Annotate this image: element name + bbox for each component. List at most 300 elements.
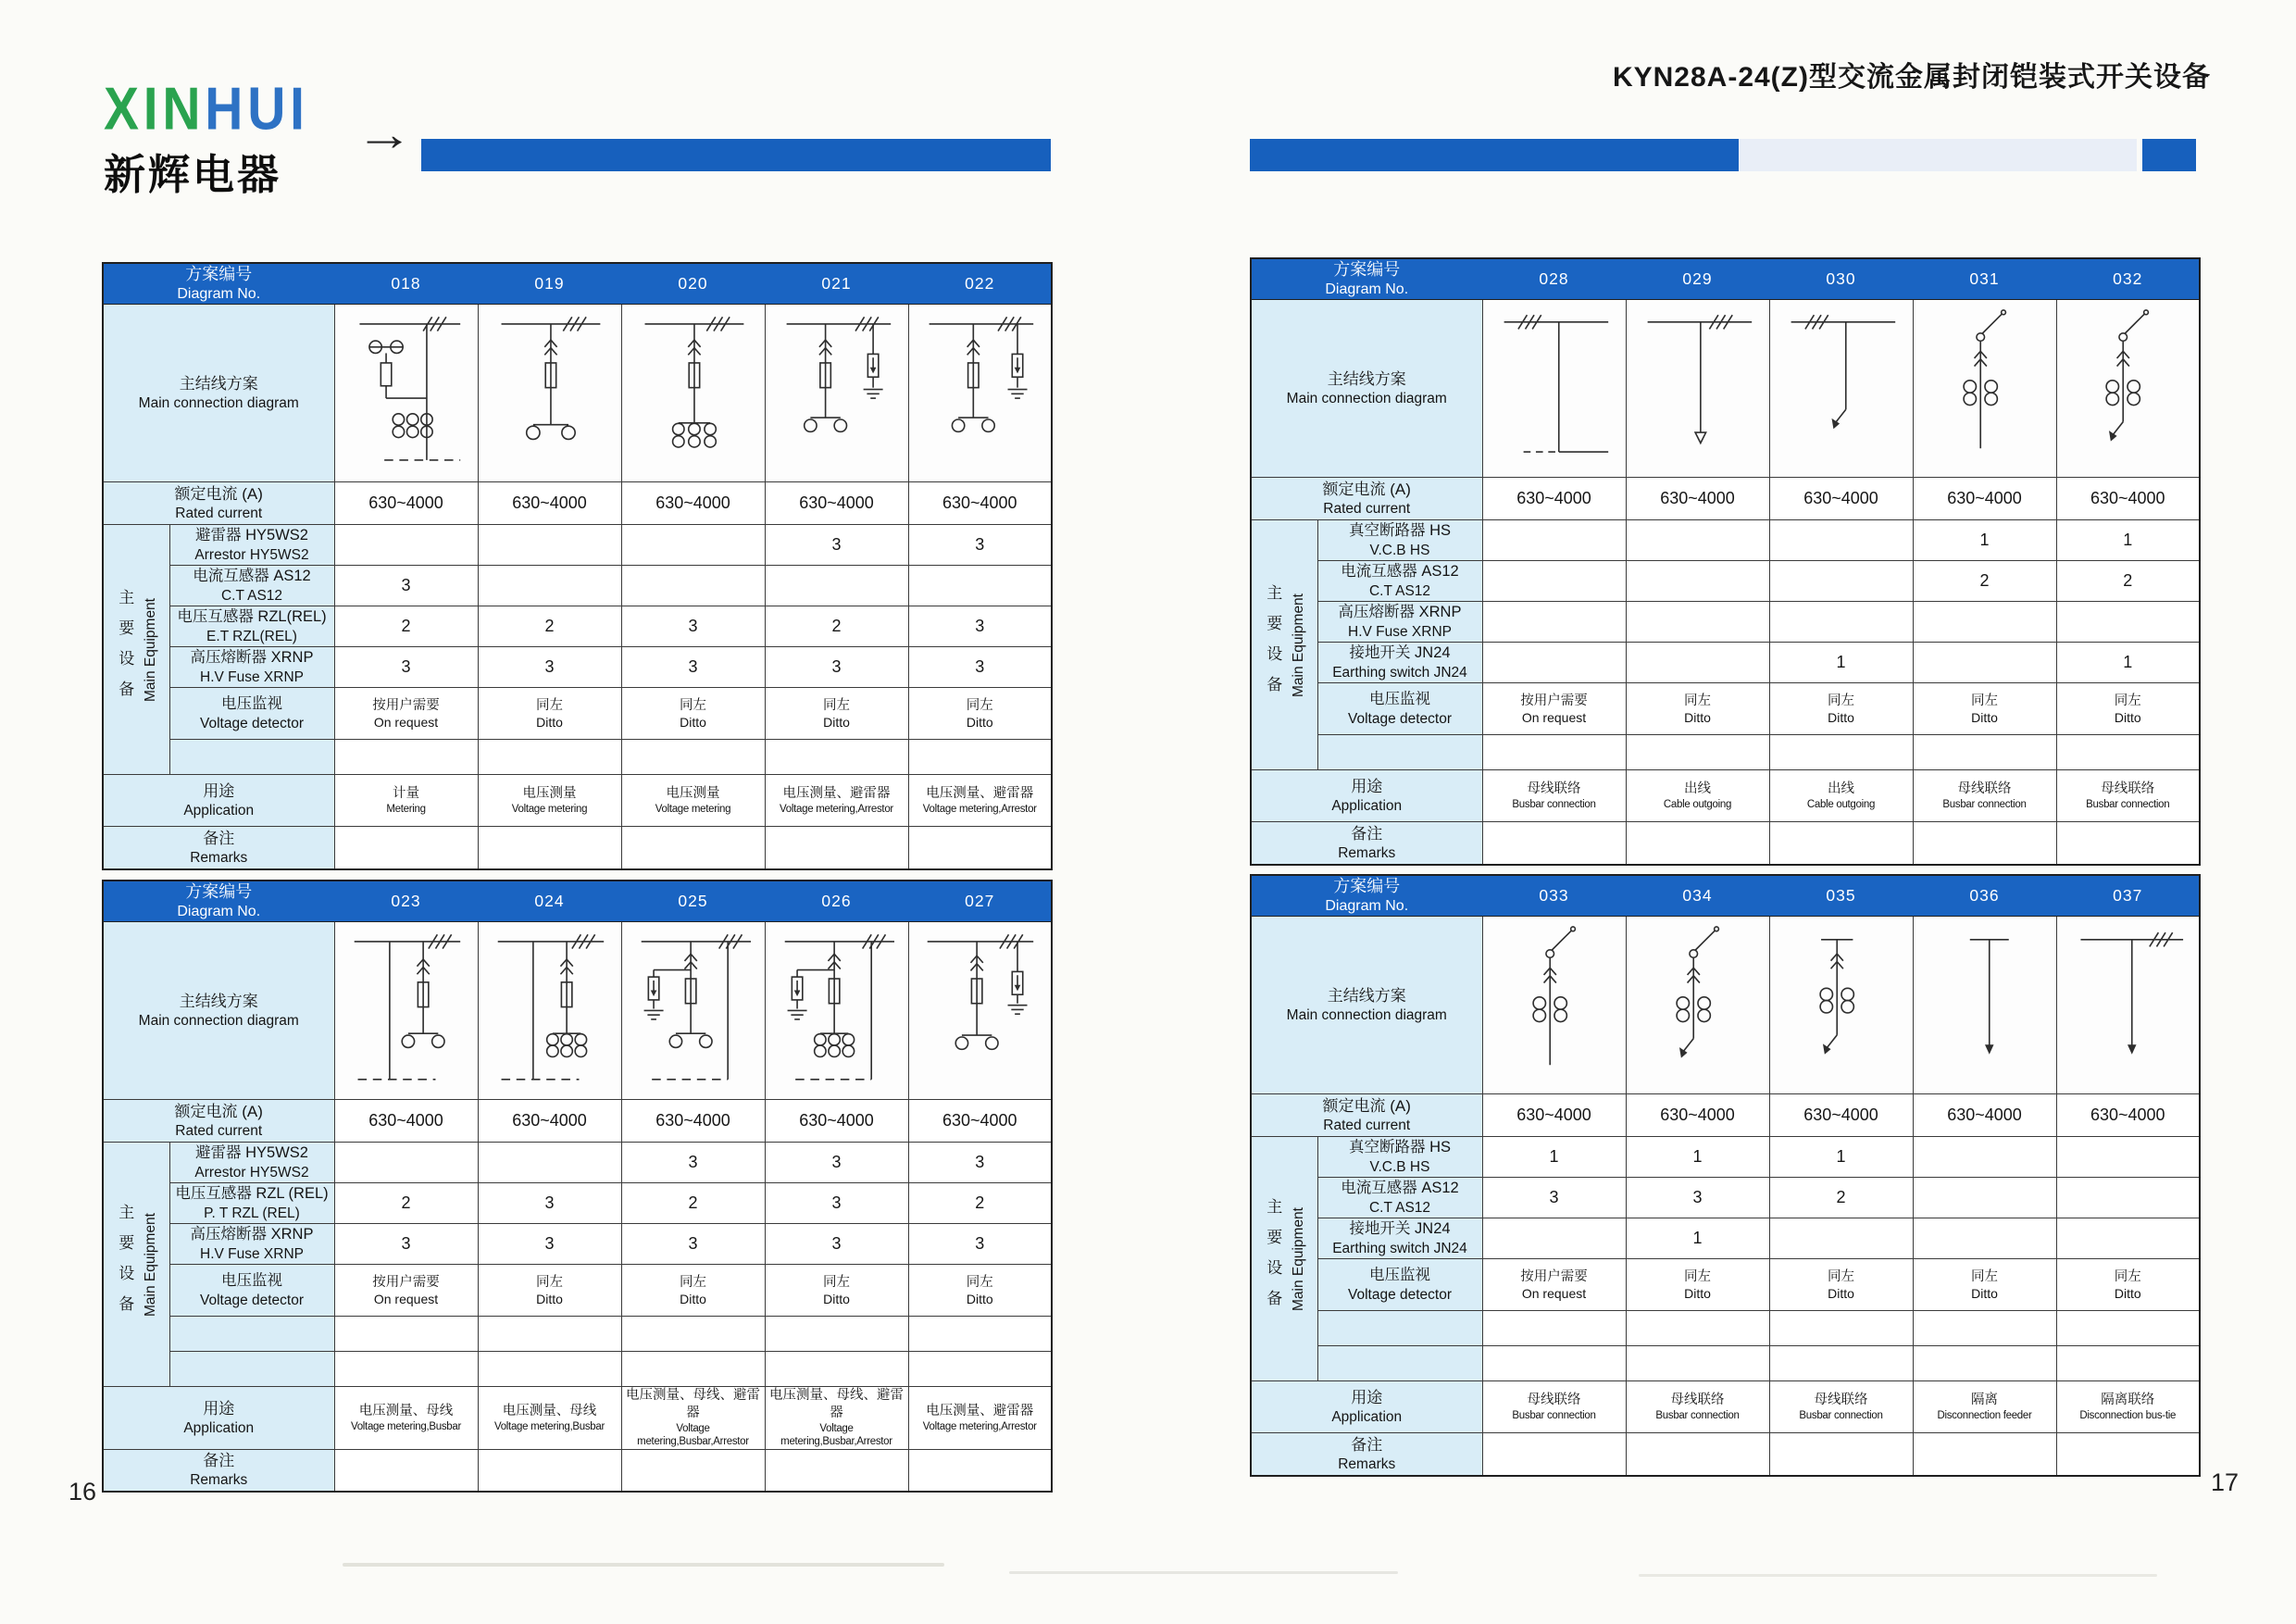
application-cell: 隔离 Disconnection feeder bbox=[1913, 1381, 2056, 1433]
main-equipment-band: 主要设备 Main Equipment bbox=[1251, 520, 1317, 770]
diagram-cell bbox=[334, 305, 478, 482]
rated-current-value: 630~4000 bbox=[1626, 478, 1769, 520]
diagram-cell bbox=[621, 305, 765, 482]
scheme-table-018-022 bbox=[102, 262, 1053, 870]
equipment-value-cell bbox=[2056, 1346, 2200, 1381]
equipment-row-label: 电压互感器 RZL(REL) E.T RZL(REL) bbox=[169, 606, 334, 647]
diagram-no-value: 035 bbox=[1769, 875, 1913, 917]
equipment-value-cell: 3 bbox=[908, 1224, 1052, 1265]
scheme-table-028-032 bbox=[1250, 257, 2201, 866]
remarks-label: 备注 Remarks bbox=[1251, 1433, 1482, 1476]
diagram-no-value: 037 bbox=[2056, 875, 2200, 917]
equipment-value-cell bbox=[1913, 1178, 2056, 1218]
main-equipment-band: 主要设备 Main Equipment bbox=[103, 525, 169, 775]
remarks-cell bbox=[1769, 1433, 1913, 1476]
main-equipment-band: 主要设备 Main Equipment bbox=[103, 1143, 169, 1387]
application-cell: 电压测量、母线 Voltage metering,Busbar bbox=[334, 1387, 478, 1449]
connection-diagram-m025 bbox=[624, 922, 763, 1094]
connection-diagram-m030 bbox=[1772, 300, 1911, 472]
equipment-value-cell: 同左 Ditto bbox=[1769, 1259, 1913, 1311]
equipment-value-cell bbox=[334, 1352, 478, 1387]
equipment-value-cell bbox=[1913, 1218, 2056, 1259]
equipment-value-cell: 1 bbox=[1913, 520, 2056, 561]
remarks-cell bbox=[621, 827, 765, 869]
equipment-value-cell bbox=[1769, 1346, 1913, 1381]
equipment-row-label bbox=[169, 1317, 334, 1352]
diagram-cell bbox=[765, 922, 908, 1100]
diagram-no-header: 方案编号 Diagram No. bbox=[103, 263, 334, 305]
equipment-value-cell: 同左 Ditto bbox=[908, 688, 1052, 740]
equipment-value-cell: 3 bbox=[1626, 1178, 1769, 1218]
remarks-cell bbox=[478, 827, 621, 869]
equipment-value-cell: 3 bbox=[478, 1224, 621, 1265]
equipment-value-cell bbox=[765, 740, 908, 775]
document-title: KYN28A-24(Z)型交流金属封闭铠装式开关设备 bbox=[1612, 62, 2211, 93]
equipment-row-label: 接地开关 JN24 Earthing switch JN24 bbox=[1317, 643, 1482, 683]
remarks-cell bbox=[2056, 822, 2200, 865]
equipment-value-cell bbox=[621, 740, 765, 775]
equipment-value-cell bbox=[1482, 643, 1626, 683]
application-cell: 计量 Metering bbox=[334, 775, 478, 827]
equipment-value-cell: 3 bbox=[621, 1224, 765, 1265]
rated-current-value: 630~4000 bbox=[908, 1100, 1052, 1143]
equipment-row-label: 电流互感器 AS12 C.T AS12 bbox=[1317, 1178, 1482, 1218]
scan-smudge bbox=[1639, 1574, 2157, 1577]
equipment-value-cell bbox=[478, 1143, 621, 1183]
application-cell: 出线 Cable outgoing bbox=[1769, 770, 1913, 822]
equipment-value-cell: 3 bbox=[765, 647, 908, 688]
rated-current-value: 630~4000 bbox=[2056, 1094, 2200, 1137]
rated-current-value: 630~4000 bbox=[1482, 478, 1626, 520]
equipment-row-label: 高压熔断器 XRNP H.V Fuse XRNP bbox=[169, 1224, 334, 1265]
diagram-no-value: 029 bbox=[1626, 258, 1769, 300]
connection-diagram-m036 bbox=[1915, 917, 2054, 1089]
diagram-no-value: 022 bbox=[908, 263, 1052, 305]
logo-chinese-name: 新辉电器 bbox=[104, 151, 282, 198]
equipment-value-cell: 3 bbox=[334, 647, 478, 688]
remarks-cell bbox=[1626, 822, 1769, 865]
rated-current-value: 630~4000 bbox=[765, 482, 908, 525]
equipment-value-cell bbox=[1482, 1311, 1626, 1346]
equipment-value-cell bbox=[1482, 602, 1626, 643]
remarks-cell bbox=[1913, 1433, 2056, 1476]
remarks-cell bbox=[908, 827, 1052, 869]
remarks-cell bbox=[334, 827, 478, 869]
rated-current-value: 630~4000 bbox=[1482, 1094, 1626, 1137]
diagram-cell bbox=[2056, 300, 2200, 478]
equipment-value-cell: 2 bbox=[1769, 1178, 1913, 1218]
diagram-no-value: 023 bbox=[334, 881, 478, 922]
equipment-value-cell: 1 bbox=[1769, 1137, 1913, 1178]
diagram-cell bbox=[478, 922, 621, 1100]
equipment-value-cell: 3 bbox=[765, 1143, 908, 1183]
equipment-value-cell bbox=[478, 1352, 621, 1387]
diagram-no-value: 026 bbox=[765, 881, 908, 922]
equipment-row-label: 接地开关 JN24 Earthing switch JN24 bbox=[1317, 1218, 1482, 1259]
rated-current-value: 630~4000 bbox=[334, 482, 478, 525]
equipment-row-label bbox=[1317, 1346, 1482, 1381]
connection-diagram-m024 bbox=[480, 922, 619, 1094]
remarks-cell bbox=[2056, 1433, 2200, 1476]
connection-diagram-m031 bbox=[1915, 300, 2054, 472]
diagram-cell bbox=[908, 922, 1052, 1100]
application-cell: 母线联络 Busbar connection bbox=[2056, 770, 2200, 822]
equipment-value-cell: 同左 Ditto bbox=[765, 1265, 908, 1317]
equipment-value-cell: 3 bbox=[621, 647, 765, 688]
decor-bar-right bbox=[1250, 139, 1739, 171]
application-cell: 电压测量、避雷器 Voltage metering,Arrestor bbox=[908, 1387, 1052, 1449]
equipment-value-cell: 同左 Ditto bbox=[1913, 1259, 2056, 1311]
connection-diagram-m021 bbox=[767, 305, 906, 477]
equipment-value-cell bbox=[1626, 602, 1769, 643]
equipment-value-cell: 按用户需要 On request bbox=[334, 1265, 478, 1317]
rated-current-label: 额定电流 (A) Rated current bbox=[1251, 478, 1482, 520]
main-diagram-label: 主结线方案 Main connection diagram bbox=[1251, 917, 1482, 1094]
connection-diagram-m023 bbox=[337, 922, 476, 1094]
connection-diagram-m037 bbox=[2058, 917, 2197, 1089]
equipment-value-cell bbox=[2056, 1137, 2200, 1178]
main-equipment-band: 主要设备 Main Equipment bbox=[1251, 1137, 1317, 1381]
application-cell: 母线联络 Busbar connection bbox=[1482, 1381, 1626, 1433]
remarks-cell bbox=[1626, 1433, 1769, 1476]
decor-bar-right-light bbox=[1739, 139, 2137, 171]
remarks-cell bbox=[1482, 822, 1626, 865]
equipment-value-cell: 1 bbox=[1482, 1137, 1626, 1178]
logo-text-xin: XIN bbox=[104, 75, 206, 143]
equipment-value-cell: 同左 Ditto bbox=[1626, 1259, 1769, 1311]
equipment-value-cell bbox=[1482, 520, 1626, 561]
diagram-cell bbox=[908, 305, 1052, 482]
application-cell: 母线联络 Busbar connection bbox=[1626, 1381, 1769, 1433]
diagram-cell bbox=[1769, 917, 1913, 1094]
equipment-value-cell bbox=[478, 1317, 621, 1352]
equipment-value-cell bbox=[1913, 1137, 2056, 1178]
equipment-value-cell bbox=[334, 740, 478, 775]
arrow-icon: → bbox=[356, 108, 414, 160]
equipment-value-cell bbox=[1482, 561, 1626, 602]
equipment-value-cell: 同左 Ditto bbox=[621, 688, 765, 740]
remarks-label: 备注 Remarks bbox=[1251, 822, 1482, 865]
equipment-value-cell bbox=[2056, 735, 2200, 770]
equipment-value-cell: 1 bbox=[1769, 643, 1913, 683]
equipment-value-cell: 3 bbox=[765, 1183, 908, 1224]
equipment-value-cell bbox=[334, 525, 478, 566]
equipment-value-cell: 3 bbox=[765, 525, 908, 566]
equipment-value-cell bbox=[908, 1317, 1052, 1352]
equipment-value-cell: 2 bbox=[621, 1183, 765, 1224]
equipment-row-label bbox=[1317, 1311, 1482, 1346]
equipment-value-cell bbox=[621, 1317, 765, 1352]
equipment-value-cell: 2 bbox=[2056, 561, 2200, 602]
equipment-value-cell: 3 bbox=[334, 1224, 478, 1265]
diagram-no-value: 024 bbox=[478, 881, 621, 922]
remarks-cell bbox=[334, 1449, 478, 1492]
connection-diagram-m026 bbox=[767, 922, 906, 1094]
diagram-cell bbox=[478, 305, 621, 482]
equipment-value-cell bbox=[1769, 602, 1913, 643]
rated-current-value: 630~4000 bbox=[2056, 478, 2200, 520]
remarks-cell bbox=[621, 1449, 765, 1492]
equipment-value-cell bbox=[1913, 735, 2056, 770]
equipment-value-cell: 同左 Ditto bbox=[478, 1265, 621, 1317]
equipment-value-cell bbox=[908, 1352, 1052, 1387]
equipment-value-cell bbox=[908, 566, 1052, 606]
equipment-value-cell bbox=[1482, 735, 1626, 770]
diagram-no-value: 018 bbox=[334, 263, 478, 305]
connection-diagram-m027 bbox=[910, 922, 1049, 1094]
equipment-row-label: 高压熔断器 XRNP H.V Fuse XRNP bbox=[1317, 602, 1482, 643]
rated-current-value: 630~4000 bbox=[334, 1100, 478, 1143]
equipment-value-cell bbox=[1769, 561, 1913, 602]
page-number-left: 16 bbox=[69, 1478, 97, 1505]
application-cell: 电压测量 Voltage metering bbox=[621, 775, 765, 827]
connection-diagram-m033 bbox=[1485, 917, 1624, 1089]
equipment-value-cell: 3 bbox=[908, 1143, 1052, 1183]
rated-current-value: 630~4000 bbox=[765, 1100, 908, 1143]
rated-current-value: 630~4000 bbox=[1769, 1094, 1913, 1137]
application-label: 用途 Application bbox=[103, 775, 334, 827]
diagram-cell bbox=[334, 922, 478, 1100]
equipment-value-cell bbox=[2056, 1218, 2200, 1259]
equipment-value-cell: 1 bbox=[2056, 643, 2200, 683]
equipment-value-cell bbox=[334, 1143, 478, 1183]
connection-diagram-m018 bbox=[337, 305, 476, 477]
application-cell: 隔离联络 Disconnection bus-tie bbox=[2056, 1381, 2200, 1433]
remarks-cell bbox=[765, 827, 908, 869]
application-label: 用途 Application bbox=[103, 1387, 334, 1449]
equipment-value-cell bbox=[908, 740, 1052, 775]
diagram-no-value: 019 bbox=[478, 263, 621, 305]
equipment-value-cell bbox=[1913, 1311, 2056, 1346]
equipment-value-cell: 2 bbox=[908, 1183, 1052, 1224]
equipment-row-label bbox=[169, 740, 334, 775]
main-diagram-label: 主结线方案 Main connection diagram bbox=[103, 922, 334, 1100]
connection-diagram-m034 bbox=[1628, 917, 1767, 1089]
equipment-value-cell bbox=[1913, 602, 2056, 643]
remarks-label: 备注 Remarks bbox=[103, 827, 334, 869]
rated-current-label: 额定电流 (A) Rated current bbox=[103, 1100, 334, 1143]
scheme-table-023-027 bbox=[102, 880, 1053, 1493]
equipment-value-cell: 按用户需要 On request bbox=[1482, 683, 1626, 735]
application-label: 用途 Application bbox=[1251, 1381, 1482, 1433]
equipment-value-cell: 同左 Ditto bbox=[1913, 683, 2056, 735]
connection-diagram-m019 bbox=[480, 305, 619, 477]
rated-current-value: 630~4000 bbox=[478, 1100, 621, 1143]
diagram-cell bbox=[1769, 300, 1913, 478]
remarks-cell bbox=[1769, 822, 1913, 865]
diagram-no-value: 021 bbox=[765, 263, 908, 305]
rated-current-value: 630~4000 bbox=[621, 482, 765, 525]
page-number-right: 17 bbox=[2211, 1468, 2240, 1496]
rated-current-value: 630~4000 bbox=[1913, 1094, 2056, 1137]
equipment-value-cell bbox=[765, 1352, 908, 1387]
scheme-table-033-037 bbox=[1250, 874, 2201, 1477]
diagram-no-value: 031 bbox=[1913, 258, 2056, 300]
equipment-value-cell: 2 bbox=[478, 606, 621, 647]
equipment-row-label: 真空断路器 HS V.C.B HS bbox=[1317, 520, 1482, 561]
equipment-value-cell bbox=[2056, 1178, 2200, 1218]
rated-current-value: 630~4000 bbox=[1769, 478, 1913, 520]
equipment-value-cell bbox=[1626, 561, 1769, 602]
equipment-value-cell bbox=[1626, 1346, 1769, 1381]
equipment-value-cell: 2 bbox=[765, 606, 908, 647]
logo-text-hui: HUI bbox=[205, 75, 309, 143]
equipment-value-cell bbox=[621, 1352, 765, 1387]
equipment-row-label: 电压监视 Voltage detector bbox=[169, 688, 334, 740]
equipment-value-cell: 3 bbox=[1482, 1178, 1626, 1218]
application-cell: 电压测量、母线、避雷器 Voltage metering,Busbar,Arrestor bbox=[621, 1387, 765, 1449]
equipment-value-cell: 3 bbox=[621, 1143, 765, 1183]
diagram-no-value: 020 bbox=[621, 263, 765, 305]
equipment-value-cell: 同左 Ditto bbox=[621, 1265, 765, 1317]
rated-current-value: 630~4000 bbox=[621, 1100, 765, 1143]
decor-bar-left bbox=[421, 139, 1051, 171]
rated-current-label: 额定电流 (A) Rated current bbox=[103, 482, 334, 525]
equipment-value-cell bbox=[1482, 1218, 1626, 1259]
rated-current-value: 630~4000 bbox=[1913, 478, 2056, 520]
equipment-value-cell: 同左 Ditto bbox=[1626, 683, 1769, 735]
remarks-cell bbox=[908, 1449, 1052, 1492]
equipment-value-cell bbox=[1913, 1346, 2056, 1381]
connection-diagram-m022 bbox=[910, 305, 1049, 477]
diagram-cell bbox=[2056, 917, 2200, 1094]
scheme-table bbox=[1250, 257, 2201, 866]
equipment-value-cell: 3 bbox=[334, 566, 478, 606]
equipment-row-label: 电流互感器 AS12 C.T AS12 bbox=[1317, 561, 1482, 602]
equipment-value-cell: 按用户需要 On request bbox=[1482, 1259, 1626, 1311]
rated-current-label: 额定电流 (A) Rated current bbox=[1251, 1094, 1482, 1137]
equipment-value-cell bbox=[1769, 520, 1913, 561]
scan-smudge bbox=[1009, 1571, 1398, 1574]
equipment-value-cell bbox=[1769, 1218, 1913, 1259]
diagram-no-value: 032 bbox=[2056, 258, 2200, 300]
remarks-cell bbox=[765, 1449, 908, 1492]
diagram-cell bbox=[621, 922, 765, 1100]
equipment-row-label: 避雷器 HY5WS2 Arrestor HY5WS2 bbox=[169, 525, 334, 566]
equipment-value-cell: 2 bbox=[334, 606, 478, 647]
equipment-row-label: 高压熔断器 XRNP H.V Fuse XRNP bbox=[169, 647, 334, 688]
diagram-no-value: 036 bbox=[1913, 875, 2056, 917]
equipment-row-label: 电压互感器 RZL (REL) P. T RZL (REL) bbox=[169, 1183, 334, 1224]
diagram-cell bbox=[765, 305, 908, 482]
equipment-row-label bbox=[1317, 735, 1482, 770]
diagram-no-value: 027 bbox=[908, 881, 1052, 922]
equipment-value-cell: 同左 Ditto bbox=[908, 1265, 1052, 1317]
remarks-label: 备注 Remarks bbox=[103, 1449, 334, 1492]
equipment-value-cell bbox=[1913, 643, 2056, 683]
equipment-row-label: 避雷器 HY5WS2 Arrestor HY5WS2 bbox=[169, 1143, 334, 1183]
scheme-table bbox=[1250, 874, 2201, 1477]
equipment-value-cell bbox=[621, 566, 765, 606]
diagram-cell bbox=[1482, 300, 1626, 478]
equipment-value-cell: 3 bbox=[908, 525, 1052, 566]
diagram-no-value: 034 bbox=[1626, 875, 1769, 917]
equipment-value-cell bbox=[1626, 643, 1769, 683]
equipment-row-label: 电压监视 Voltage detector bbox=[1317, 1259, 1482, 1311]
equipment-value-cell: 同左 Ditto bbox=[2056, 683, 2200, 735]
equipment-value-cell: 同左 Ditto bbox=[478, 688, 621, 740]
equipment-value-cell bbox=[2056, 1311, 2200, 1346]
application-cell: 母线联络 Busbar connection bbox=[1482, 770, 1626, 822]
equipment-value-cell: 同左 Ditto bbox=[1769, 683, 1913, 735]
diagram-no-header: 方案编号 Diagram No. bbox=[103, 881, 334, 922]
equipment-value-cell: 3 bbox=[478, 1183, 621, 1224]
equipment-row-label: 电压监视 Voltage detector bbox=[169, 1265, 334, 1317]
remarks-cell bbox=[478, 1449, 621, 1492]
connection-diagram-m032 bbox=[2058, 300, 2197, 472]
equipment-row-label bbox=[169, 1352, 334, 1387]
equipment-value-cell bbox=[2056, 602, 2200, 643]
application-cell: 出线 Cable outgoing bbox=[1626, 770, 1769, 822]
rated-current-value: 630~4000 bbox=[908, 482, 1052, 525]
scheme-table bbox=[102, 262, 1053, 870]
remarks-cell bbox=[1913, 822, 2056, 865]
equipment-value-cell bbox=[621, 525, 765, 566]
diagram-cell bbox=[1482, 917, 1626, 1094]
equipment-value-cell: 1 bbox=[1626, 1137, 1769, 1178]
application-cell: 电压测量、避雷器 Voltage metering,Arrestor bbox=[908, 775, 1052, 827]
application-label: 用途 Application bbox=[1251, 770, 1482, 822]
connection-diagram-m035 bbox=[1772, 917, 1911, 1089]
equipment-value-cell: 3 bbox=[478, 647, 621, 688]
application-cell: 电压测量、母线 Voltage metering,Busbar bbox=[478, 1387, 621, 1449]
equipment-value-cell bbox=[765, 1317, 908, 1352]
diagram-cell bbox=[1913, 300, 2056, 478]
diagram-no-header: 方案编号 Diagram No. bbox=[1251, 258, 1482, 300]
equipment-value-cell: 2 bbox=[334, 1183, 478, 1224]
equipment-value-cell bbox=[1769, 735, 1913, 770]
rated-current-value: 630~4000 bbox=[478, 482, 621, 525]
diagram-no-value: 025 bbox=[621, 881, 765, 922]
connection-diagram-m029 bbox=[1628, 300, 1767, 472]
equipment-value-cell: 2 bbox=[1913, 561, 2056, 602]
equipment-value-cell bbox=[1626, 520, 1769, 561]
equipment-value-cell bbox=[1626, 735, 1769, 770]
equipment-value-cell: 同左 Ditto bbox=[765, 688, 908, 740]
equipment-value-cell: 3 bbox=[908, 606, 1052, 647]
main-diagram-label: 主结线方案 Main connection diagram bbox=[1251, 300, 1482, 478]
diagram-no-value: 030 bbox=[1769, 258, 1913, 300]
application-cell: 电压测量、母线、避雷器 Voltage metering,Busbar,Arrestor bbox=[765, 1387, 908, 1449]
scheme-table bbox=[102, 880, 1053, 1493]
decor-bar-right-square bbox=[2142, 139, 2196, 171]
diagram-no-header: 方案编号 Diagram No. bbox=[1251, 875, 1482, 917]
equipment-value-cell: 3 bbox=[908, 647, 1052, 688]
equipment-value-cell bbox=[478, 740, 621, 775]
diagram-no-value: 028 bbox=[1482, 258, 1626, 300]
connection-diagram-m020 bbox=[624, 305, 763, 477]
rated-current-value: 630~4000 bbox=[1626, 1094, 1769, 1137]
equipment-value-cell: 1 bbox=[1626, 1218, 1769, 1259]
remarks-cell bbox=[1482, 1433, 1626, 1476]
diagram-no-value: 033 bbox=[1482, 875, 1626, 917]
equipment-value-cell: 1 bbox=[2056, 520, 2200, 561]
equipment-value-cell bbox=[1482, 1346, 1626, 1381]
equipment-row-label: 电压监视 Voltage detector bbox=[1317, 683, 1482, 735]
application-cell: 母线联络 Busbar connection bbox=[1913, 770, 2056, 822]
equipment-value-cell: 按用户需要 On request bbox=[334, 688, 478, 740]
equipment-value-cell: 3 bbox=[621, 606, 765, 647]
equipment-row-label: 电流互感器 AS12 C.T AS12 bbox=[169, 566, 334, 606]
equipment-value-cell bbox=[1769, 1311, 1913, 1346]
application-cell: 电压测量、避雷器 Voltage metering,Arrestor bbox=[765, 775, 908, 827]
equipment-value-cell: 3 bbox=[765, 1224, 908, 1265]
company-logo bbox=[104, 74, 309, 144]
main-diagram-label: 主结线方案 Main connection diagram bbox=[103, 305, 334, 482]
scan-smudge bbox=[343, 1563, 944, 1567]
diagram-cell bbox=[1913, 917, 2056, 1094]
equipment-value-cell bbox=[334, 1317, 478, 1352]
